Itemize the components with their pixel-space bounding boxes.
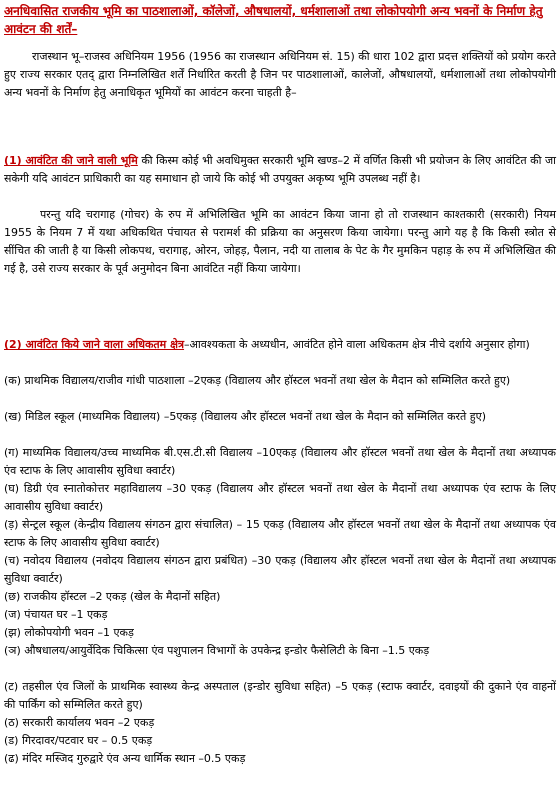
intro-paragraph — [4, 48, 556, 102]
list-item: (ञ) औषधालय/आयुर्वेदिक चिकित्सा एंव पशुपालन विभागों के उपकेन्द्र इन्डोर फैसेलिटी के बिना –1.5 एकड़ — [4, 644, 430, 657]
document-title: अनधिवासित राजकीय भूमि का पाठशालाओं, कॉलेजों, औषधालयों, धर्मशालाओं तथा लोकोपयोगी अन्य भवनों के निर्माण हेतु आवंटन की शर्तें– — [4, 4, 543, 36]
list-item: (छ) राजकीय हॉस्टल –2 एकड़ (खेल के मैदानों सहित) — [4, 590, 221, 603]
section-1-proviso — [4, 206, 556, 278]
list-item: (च) नवोदय विद्यालय (नवोदय विद्यालय संगठन द्वारा प्रबंधित) –30 एकड़ (विद्यालय और हॉस्टल भवनों तथा खेल के मैदानों तथा अध्यापक सुविधा क्वार्टर) — [4, 554, 556, 585]
section-1-heading: (1) आवंटित की जाने वाली भूमि — [4, 154, 138, 167]
list-item: (ड़) सेन्ट्रल स्कूल (केन्द्रीय विद्यालय संगठन द्वारा संचालित) – 15 एकड़ (विद्यालय और हॉस्टल भवनों तथा खेल के मैदानों तथा अध्यापक एंव स्टाफ के लिए आवासीय सुविधा क्वार्टर) — [4, 518, 556, 549]
list-item: (ख) मिडिल स्कूल (माध्यमिक विद्यालय) –5एकड़ (विद्यालय और हॉस्टल भवनों तथा खेल के मैदान को सम्मिलित करते हुए) — [4, 410, 487, 423]
intro-text: राजस्थान भू–राजस्व अधिनियम 1956 (1956 का राजस्थान अधिनियम सं. 15) की धारा 102 द्वारा प्रदत्त शक्तियों को प्रयोग करते हुए राज्य सरकार एतद् द्वारा निम्नलिखित शर्तें निर्धारित करती है जिन पर पाठशालाओं, कालेजों, औषधालयों, धर्मशालाओं तथा लोकोपयोगी अन्य भवनों के निर्माण हेतु अनाधिकृत भूमियों का आवंटन करना चाहती है– — [4, 50, 556, 99]
section-2-text: –आवश्यकता के अध्यधीन, आवंटित होने वाला अधिकतम क्षेत्र नीचे दर्शाये अनुसार होगा) — [184, 338, 530, 351]
list-item: (ज) पंचायत घर –1 एकड़ — [4, 608, 108, 621]
list-item: (ठ) सरकारी कार्यालय भवन –2 एकड़ — [4, 716, 155, 729]
list-item: (ढ) मंदिर मस्जिद गुरुद्वारे एंव अन्य धार्मिक स्थान –0.5 एकड़ — [4, 752, 246, 765]
section-1-text: की किस्म कोई भी अवधिमुक्त सरकारी भूमि खण्ड–2 में वर्णित किसी भी प्रयोजन के लिए आवंटित की जा सकेगी यदि आवंटन प्राधिकारी का यह समाधान हो जाये कि कोई भी उपयुक्त अकृष्य भूमि उपलब्ध नहीं है। — [4, 154, 556, 185]
list-item: (क) प्राथमिक विद्यालय/राजीव गांधी पाठशाला –2एकड़ (विद्यालय और हॉस्टल भवनों तथा खेल के मैदान को सम्मिलित करते हुए) — [4, 374, 511, 387]
list-item: (झ) लोकोपयोगी भवन –1 एकड़ — [4, 626, 134, 639]
section-2-heading: (2) आवंटित किये जाने वाला अधिकतम क्षेत्र — [4, 338, 185, 351]
list-item: (ग) माध्यमिक विद्यालय/उच्च माध्यमिक बी.एस.टी.सी विद्यालय –10एकड़ (विद्यालय और हॉस्टल भवनों तथा खेल के मैदानों तथा अध्यापक एंव स्टाफ के लिए आवासीय सुविधा क्वार्टर) — [4, 446, 556, 477]
section-1 — [4, 152, 556, 188]
list-item: (ड) गिरदावर/पटवार घर – 0.5 एकड़ — [4, 734, 153, 747]
section-2 — [4, 336, 556, 354]
list-item: (ट) तहसील एंव जिलों के प्राथमिक स्वास्थ्य केन्द्र अस्पताल (इन्डोर सुविधा सहित) –5 एकड़ (स्टाफ क्वार्टर, दवाइयों की दुकाने एंव वाहनों की पार्किंग को सम्मिलित करते हुए) — [4, 680, 556, 711]
list-item: (घ) डिग्री एंव स्नातोकोत्तर महाविद्यालय –30 एकड़ (विद्यालय और हॉस्टल भवनों तथा खेल के मैदानों तथा अध्यापक एंव स्टाफ के लिए आवासीय सुविधा क्वार्टर) — [4, 482, 556, 513]
section-1-proviso-text: परन्तु यदि चरागाह (गोचर) के रुप में अभिलिखित भूमि का आवंटन किया जाना हो तो राजस्थान काश्तकारी (सरकारी) नियम 1955 के नियम 7 में यथा अधिकथित पंचायत से परामर्श की प्रक्रिया का अनुसरण किया जायेगा। परन्तु आगे यह है कि किसी स्त्रोत से सींचित की जाती है या किसी लोकपथ, चरागाह, ओरन, जोहड़, पैलान, नदी या तालाब के पेट के गैर मुमकिन पहाड़ के रुप में अभिलिखित की गई है, उसे राज्य सरकार के पूर्व अनुमोदन बिना आवंटित नहीं किया जायेगा। — [4, 208, 556, 275]
